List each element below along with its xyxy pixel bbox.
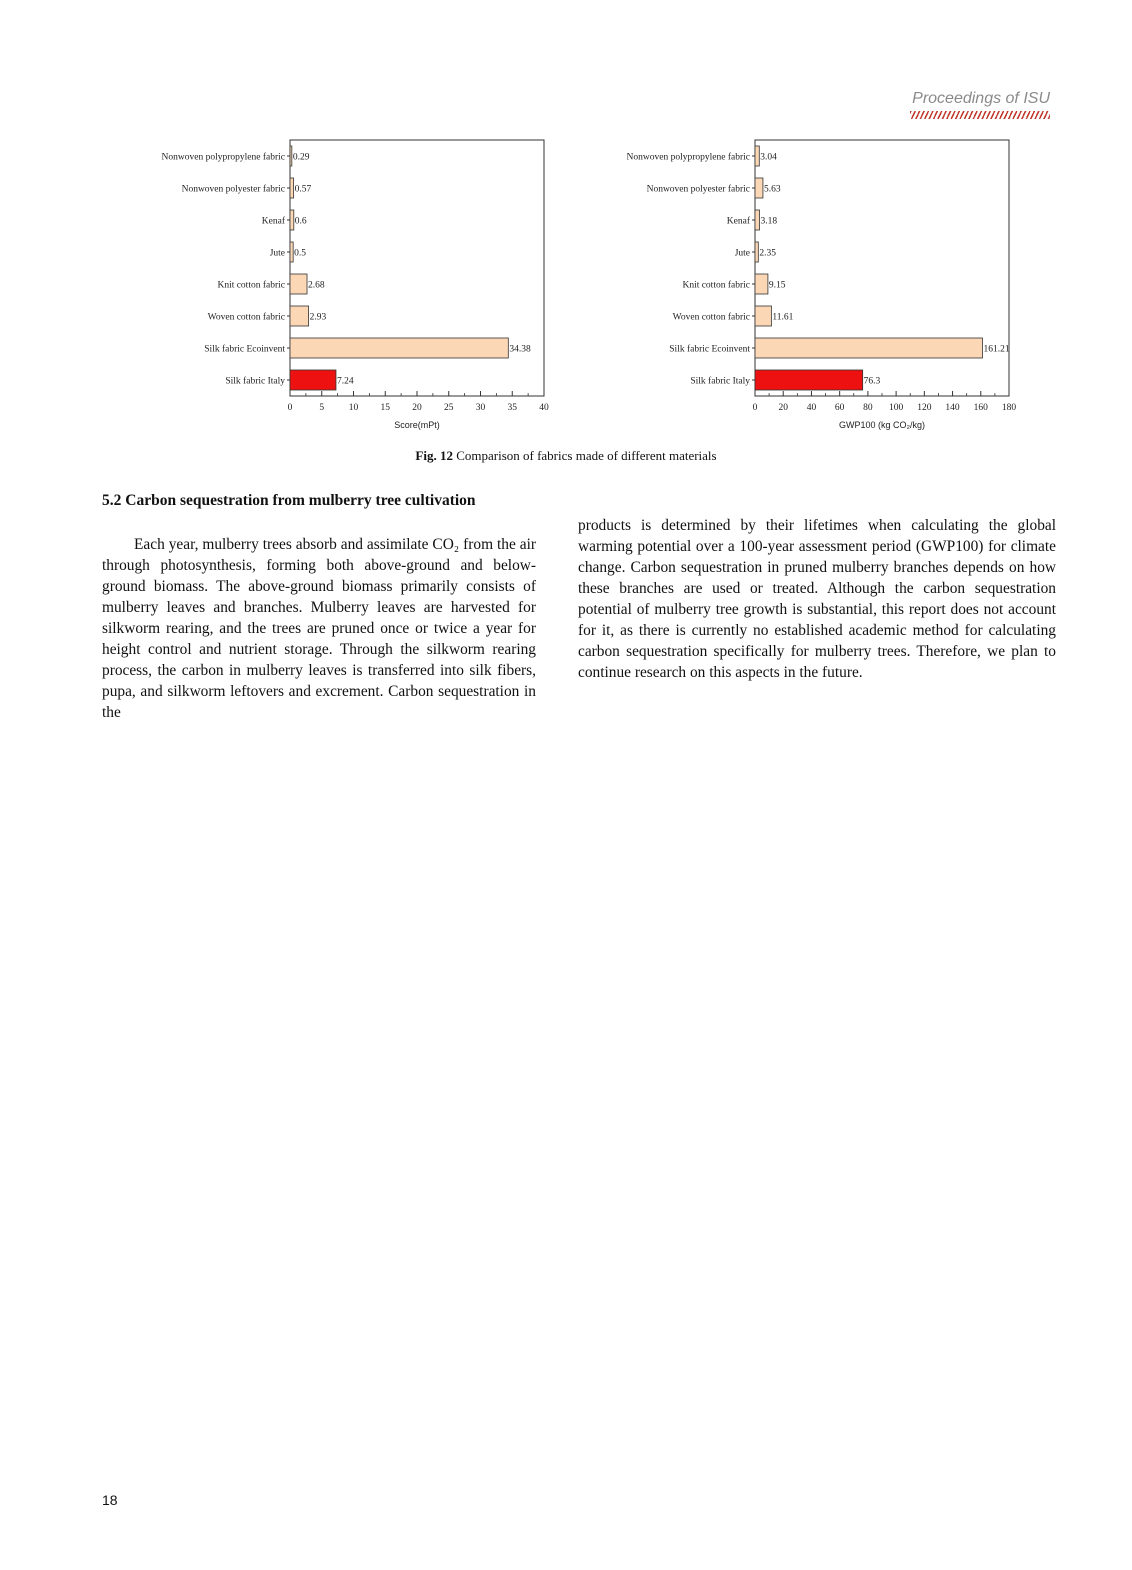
category-label: Nonwoven polypropylene fabric [161,152,285,163]
page-number: 18 [102,1492,118,1508]
x-tick-label: 140 [945,403,960,413]
header-hatch-decoration [910,111,1050,119]
x-tick-label: 0 [752,403,758,413]
category-label: Nonwoven polyester fabric [181,184,285,195]
category-label: Nonwoven polypropylene fabric [626,152,750,163]
body-text-left-column: Each year, mulberry trees absorb and assimilate CO₂ from the air through photosynthesis, forming both above-ground and below-ground biomass. The above-ground biomass primarily consists of mulberry leaves and branches. Mulberry leaves are harvested for silkworm rearing, and the trees are pruned once or twice a year for height control and nutrient storage. Through the silkworm rearing process, the carbon in mulberry leaves is transferred into silk fibers, pupa, and silkworm leftovers and excrement. Carbon sequestration in the [102,536,536,721]
data-label: 3.04 [760,152,777,163]
bar [755,210,759,230]
x-tick-label: 5 [319,403,325,413]
data-label: 2.68 [308,280,325,291]
x-tick-label: 20 [412,403,422,413]
data-label: 0.5 [294,248,307,259]
figure-label: Fig. 12 [415,448,453,463]
bar [290,274,307,294]
category-label: Woven cotton fabric [672,312,750,323]
category-label: Knit cotton fabric [682,280,750,291]
category-label: Silk fabric Italy [225,376,285,387]
bar [290,210,294,230]
data-label: 3.18 [760,216,778,227]
category-label: Silk fabric Italy [690,376,750,387]
x-tick-label: 40 [806,403,817,413]
data-label: 11.61 [772,312,794,323]
x-axis-title: GWP100 (kg CO₂/kg) [838,420,926,430]
bar [755,370,863,390]
bar [755,306,771,326]
x-tick-label: 0 [287,403,293,413]
x-tick-label: 180 [1001,403,1017,413]
journal-name: Proceedings of ISU [912,90,1050,107]
gwp-bar-chart [605,132,1025,437]
bar [755,338,982,358]
category-label: Woven cotton fabric [207,312,285,323]
category-label: Knit cotton fabric [217,280,285,291]
x-tick-label: 40 [539,403,549,413]
running-header [850,90,1050,119]
bar [755,242,758,262]
data-label: 0.6 [294,216,307,227]
data-label: 0.29 [292,152,310,163]
figure-caption-text: Comparison of fabrics made of different materials [456,448,717,463]
data-label: 34.38 [509,344,531,355]
x-tick-label: 100 [888,403,904,413]
body-text-right-column: products is determined by their lifetimes when calculating the global warming potential over a 100-year assessment period (GWP100) for climate change. Carbon sequestration in pruned mulberry branches depends on how these branches are used or treated. Although the carbon sequestration potential of mulberry tree growth is substantial, this report does not account for it, as there is currently no established academic method for calculating carbon sequestration specifically for mulberry trees. Therefore, we plan to continue research on this aspects in the future. [578,517,1056,681]
data-label: 5.63 [763,184,781,195]
category-label: Silk fabric Ecoinvent [669,344,750,355]
bar [755,274,768,294]
data-label: 0.57 [294,184,312,195]
bar [290,338,508,358]
x-tick-label: 30 [475,403,486,413]
section-heading: 5.2 Carbon sequestration from mulberry tree cultivation [102,492,476,509]
x-tick-label: 60 [834,403,845,413]
category-label: Jute [269,248,285,259]
category-label: Nonwoven polyester fabric [646,184,750,195]
data-label: 76.3 [863,376,881,387]
data-label: 161.21 [983,344,1010,355]
category-label: Kenaf [726,216,750,227]
x-tick-label: 20 [778,403,788,413]
x-tick-label: 35 [507,403,517,413]
bar [290,370,336,390]
data-label: 2.35 [759,248,776,259]
figure-caption [0,448,1132,464]
bar [290,306,309,326]
bar [755,178,763,198]
category-label: Silk fabric Ecoinvent [204,344,285,355]
x-tick-label: 160 [973,403,988,413]
category-label: Kenaf [261,216,285,227]
x-tick-label: 120 [917,403,932,413]
x-tick-label: 25 [444,403,454,413]
data-label: 7.24 [336,376,354,387]
x-tick-label: 15 [380,403,390,413]
x-tick-label: 80 [863,403,873,413]
bar [290,178,294,198]
category-label: Jute [734,248,750,259]
bar [290,146,292,166]
data-label: 9.15 [768,280,786,291]
x-tick-label: 10 [348,403,359,413]
data-label: 2.93 [309,312,327,323]
x-axis-title: Score(mPt) [394,420,440,430]
bar [290,242,293,262]
bar [755,146,759,166]
score-bar-chart [140,132,560,437]
